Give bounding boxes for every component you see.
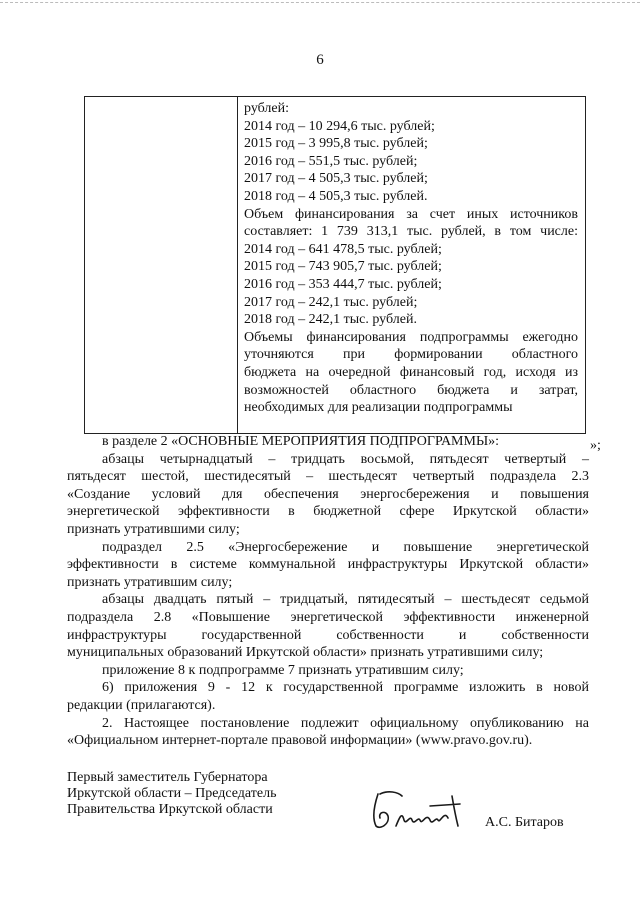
body-line: «Создание условий для обеспечения энергосбережения и повышения [67, 486, 589, 502]
body-line: признать утратившим силу; [67, 574, 233, 590]
table-line: 2018 год – 4 505,3 тыс. рублей. [244, 188, 428, 204]
table-line: необходимых для реализации подпрограммы [244, 400, 513, 416]
table-line: 2014 год – 641 478,5 тыс. рублей; [244, 241, 442, 257]
table-line: 2016 год – 551,5 тыс. рублей; [244, 153, 418, 169]
table-line: рублей: [244, 101, 289, 116]
body-line: энергетической эффективности в бюджетной сфере Иркутской области» [67, 504, 589, 520]
table-line: 2016 год – 353 444,7 тыс. рублей; [244, 276, 442, 292]
table-line: 2018 год – 242,1 тыс. рублей. [244, 312, 417, 328]
body-line: инфраструктуры государственной собственности и собственности [67, 627, 589, 643]
body-line: абзацы четырнадцатый – тридцать восьмой, пятьдесят четвертый – [102, 451, 589, 467]
table-line: Объемы финансирования подпрограммы ежегодно [244, 329, 578, 345]
body-line: эффективности в системе коммунальной инфраструктуры Иркутской области» [67, 557, 589, 573]
signer-role-line: Первый заместитель Губернатора [67, 770, 268, 785]
table-line: 2014 год – 10 294,6 тыс. рублей; [244, 118, 435, 134]
signature-block [67, 770, 589, 818]
body-line: «Официальном интернет-портале правовой информации» (www.pravo.gov.ru). [67, 733, 533, 749]
page-number: 6 [316, 52, 324, 68]
handwritten-signature [368, 786, 478, 834]
table-line: 2017 год – 242,1 тыс. рублей; [244, 294, 418, 310]
scan-edge-line [0, 2, 640, 4]
signer-role-line: Правительства Иркутской области [67, 802, 273, 817]
signer-name: А.С. Битаров [485, 815, 564, 830]
table-line: бюджета на очередной финансовый год, исходя из [244, 364, 578, 380]
table-line: уточняются при формировании областного [244, 347, 578, 363]
body-line: 6) приложения 9 - 12 к государственной программе изложить в новой [102, 680, 589, 696]
body-line: муниципальных образований Иркутской области» признать утратившими силу; [67, 645, 544, 661]
table-line: 2017 год – 4 505,3 тыс. рублей; [244, 171, 428, 187]
body-line: 2. Настоящее постановление подлежит официальному опубликованию на [102, 715, 589, 731]
body-line: абзацы двадцать пятый – тридцатый, пятидесятый – шестьдесят седьмой [102, 592, 589, 608]
table-line: 2015 год – 743 905,7 тыс. рублей; [244, 259, 442, 275]
body-line: редакции (прилагаются). [67, 697, 216, 713]
table-line: 2015 год – 3 995,8 тыс. рублей; [244, 136, 428, 152]
signer-role [67, 770, 589, 818]
table-right-cell [244, 100, 578, 417]
table-line: возможностей областного бюджета и затрат, [244, 382, 578, 398]
table-line: составляет: 1 739 313,1 тыс. рублей, в том числе: [244, 224, 578, 240]
body-line: пятьдесят шестой, шестидесятый – шестьдесят четвертый подраздела 2.3 [67, 469, 589, 485]
body-line: приложение 8 к подпрограмме 7 признать утратившим силу; [102, 662, 464, 678]
document-body [67, 433, 589, 750]
table-left-cell [85, 97, 238, 433]
body-line: в разделе 2 «ОСНОВНЫЕ МЕРОПРИЯТИЯ ПОДПРОГРАММЫ»: [102, 434, 500, 449]
body-line: подраздел 2.5 «Энергосбережение и повышение энергетической [102, 539, 589, 555]
table-closing-quote: »; [590, 438, 601, 453]
signer-role-line: Иркутской области – Председатель [67, 786, 277, 801]
body-line: признать утратившими силу; [67, 521, 240, 537]
financing-table [84, 96, 586, 434]
body-line: подраздела 2.8 «Повышение энергетической эффективности инженерной [67, 609, 589, 625]
table-line: Объем финансирования за счет иных источников [244, 206, 578, 222]
